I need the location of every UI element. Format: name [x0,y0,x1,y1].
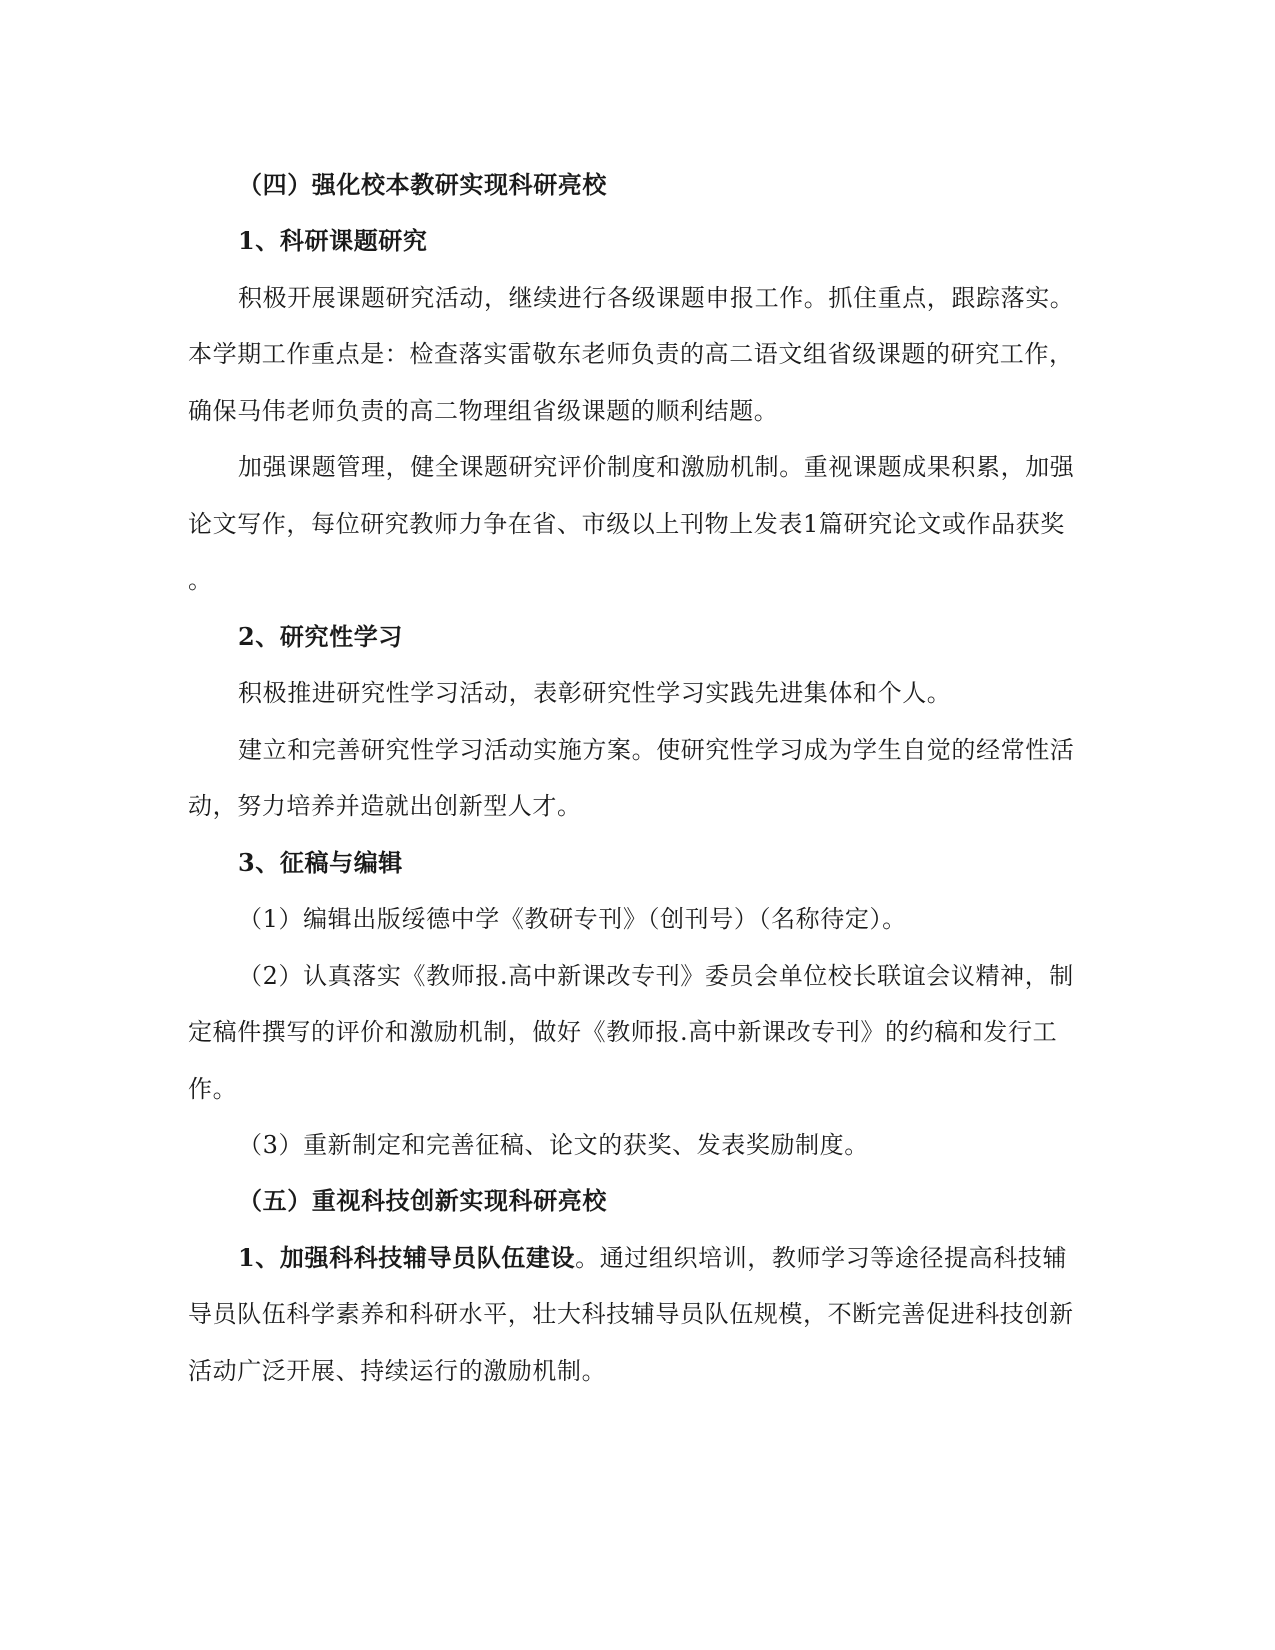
section-4-3-heading: 3、征稿与编辑 [238,848,403,877]
paragraph-line: 活动广泛开展、持续运行的激励机制。 [188,1357,607,1385]
paragraph-text: 。通过组织培训，教师学习等途径提高科技辅 [575,1244,1068,1272]
paragraph-line: 导员队伍科学素养和科研水平，壮大科技辅导员队伍规模，不断完善促进科技创新 [188,1300,1074,1328]
paragraph-line: 加强课题管理，健全课题研究评价制度和激励机制。重视课题成果积累，加强 [238,453,1075,481]
section-4-1-heading: 1、科研课题研究 [238,226,428,255]
paragraph-line: 积极推进研究性学习活动，表彰研究性学习实践先进集体和个人。 [238,679,952,707]
paragraph-line: 论文写作，每位研究教师力争在省、市级以上刊物上发表1篇研究论文或作品获奖 [188,510,1065,538]
paragraph-line: 确保马伟老师负责的高二物理组省级课题的顺利结题。 [188,397,779,425]
paragraph-line: 定稿件撰写的评价和激励机制，做好《教师报.高中新课改专刊》的约稿和发行工 [188,1018,1058,1046]
section-5-heading: （五）重视科技创新实现科研亮校 [238,1186,607,1215]
paragraph-line: 动，努力培养并造就出创新型人才。 [188,792,582,820]
paragraph-line: 本学期工作重点是：检查落实雷敬东老师负责的高二语文组省级课题的研究工作， [188,340,1074,368]
paragraph-line: 。 [188,566,213,594]
section-4-2-heading: 2、研究性学习 [238,622,403,651]
list-item: （2）认真落实《教师报.高中新课改专刊》委员会单位校长联谊会议精神，制 [238,962,1074,990]
paragraph-line: 建立和完善研究性学习活动实施方案。使研究性学习成为学生自觉的经常性活 [238,736,1075,764]
list-item: （1）编辑出版绥德中学《教研专刊》（创刊号）（名称待定）。 [238,905,907,933]
section-4-heading: （四）强化校本教研实现科研亮校 [238,170,607,199]
paragraph-line: 作。 [188,1075,238,1103]
bold-lead-text: 1、加强科科技辅导员队伍建设 [238,1243,576,1272]
list-item: （3）重新制定和完善征稿、论文的获奖、发表奖励制度。 [238,1131,869,1159]
paragraph-line [238,1243,1138,1273]
paragraph-line: 积极开展课题研究活动，继续进行各级课题申报工作。抓住重点，跟踪落实。 [238,284,1075,312]
